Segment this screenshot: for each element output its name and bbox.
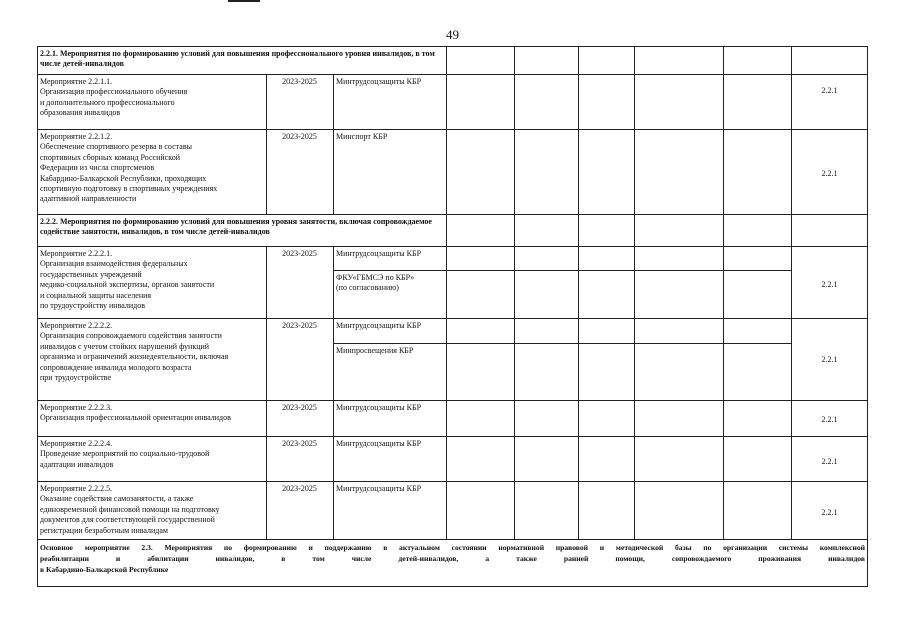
measures-table <box>37 46 868 587</box>
event-period-2-2-2-5: 2023-2025 <box>282 484 317 493</box>
event-period-2-2-2-4: 2023-2025 <box>282 439 317 448</box>
event-name-2-2-2-1: Мероприятие 2.2.2.1. Организация взаимодействия федеральных государственных учреждений медико-социальной экспертизы, органов занятости и социальной защиты населения по трудоустройству инвалидов <box>40 249 215 311</box>
event-executor-2-2-2-2: Минтрудсоцзащиты КБР <box>336 321 422 330</box>
main-event-2-3-line-1: Основное мероприятие 2.3. Мероприятия по формированию и поддержанию в актуальном состоянии нормативной правовой и методической базы по организации системы комплексной <box>40 543 865 552</box>
col-divider <box>514 246 515 539</box>
event-executor-2-2-2-4: Минтрудсоцзащиты КБР <box>336 439 422 448</box>
page-top-mark <box>228 0 260 2</box>
section-header-2-2-1: 2.2.1. Мероприятия по формированию условий для повышения профессионального уровня инвалидов, в том числе детей-инвалидов <box>40 49 435 69</box>
col-divider <box>634 214 635 246</box>
event-executor-2-2-1-2: Минспорт КБР <box>336 132 388 141</box>
col-divider <box>578 74 579 214</box>
col-divider <box>723 214 724 246</box>
event-name-2-2-2-5: Мероприятие 2.2.2.5. Оказание содействия самозанятости, а также единовременной финансовой помощи на подготовку документов для соответствующей государственной регистрации безработным инвалидам <box>40 484 220 535</box>
event-indicator-2-2-2-1: 2.2.1 <box>821 280 838 289</box>
col-divider <box>634 47 635 74</box>
col-divider <box>333 74 334 214</box>
col-divider <box>723 246 724 539</box>
event-name-2-2-1-1: Мероприятие 2.2.1.1. Организация профессионального обучения и дополнительного профессионального образования инвалидов <box>40 77 188 118</box>
event-executor-2-2-2-1: Минтрудсоцзащиты КБР <box>336 249 422 258</box>
event-period-2-2-2-3: 2023-2025 <box>282 403 317 412</box>
event-executor-2-2-2-3: Минтрудсоцзащиты КБР <box>336 403 422 412</box>
col-divider <box>578 47 579 74</box>
event-coexecutor-2-2-2-2: Минпросвещения КБР <box>336 346 414 355</box>
col-divider <box>446 246 447 539</box>
event-executor-2-2-1-1: Минтрудсоцзащиты КБР <box>336 77 422 86</box>
event-indicator-2-2-1-2: 2.2.1 <box>821 169 838 178</box>
col-divider <box>514 214 515 246</box>
col-divider <box>578 246 579 539</box>
event-indicator-2-2-2-2: 2.2.1 <box>821 355 838 364</box>
event-coexecutor-2-2-2-1: ФКУ«ГБМСЭ по КБР» (по согласованию) <box>336 273 415 293</box>
event-indicator-2-2-1-1: 2.2.1 <box>821 86 838 95</box>
col-divider <box>446 74 447 214</box>
col-divider <box>514 47 515 74</box>
main-event-2-3-line-3: в Кабардино-Балкарской Республике <box>40 565 169 574</box>
col-divider <box>723 74 724 214</box>
event-period-2-2-2-2: 2023-2025 <box>282 321 317 330</box>
col-divider <box>634 74 635 214</box>
event-period-2-2-1-1: 2023-2025 <box>282 77 317 86</box>
event-indicator-2-2-2-4: 2.2.1 <box>821 457 838 466</box>
col-divider <box>446 47 447 74</box>
event-indicator-2-2-2-3: 2.2.1 <box>821 415 838 424</box>
page-number: 49 <box>446 27 459 42</box>
event-name-2-2-2-2: Мероприятие 2.2.2.2. Организация сопровождаемого содействия занятости инвалидов с учетом стойких нарушений функций организма и ограничений жизнедеятельности, включая сопровождение инвалида молодого возраста при трудоустройстве <box>40 321 229 383</box>
col-divider <box>266 74 267 214</box>
main-event-2-3-line-2: реабилитации и абилитации инвалидов, в том числе детей-инвалидов, а также ранней помощи, сопровождаемого проживания инвалидов <box>40 554 865 563</box>
col-divider <box>578 214 579 246</box>
col-divider <box>514 74 515 214</box>
event-name-2-2-2-3: Мероприятие 2.2.2.3. Организация профессиональной ориентации инвалидов <box>40 403 231 423</box>
section-header-2-2-2: 2.2.2. Мероприятия по формированию условий для повышения уровня занятости, включая сопровождаемое содействие занятости, инвалидов, в том числе детей-инвалидов <box>40 217 432 237</box>
col-divider <box>446 214 447 246</box>
col-divider <box>634 246 635 539</box>
event-period-2-2-1-2: 2023-2025 <box>282 132 317 141</box>
event-indicator-2-2-2-5: 2.2.1 <box>821 508 838 517</box>
col-divider <box>723 47 724 74</box>
event-name-2-2-1-2: Мероприятие 2.2.1.2. Обеспечение спортивного резерва в составы спортивных сборных команд Российской Федерации из числа спортсменов Кабардино-Балкарской Республики, проходящих спортивную подготовку в спортивных учреждениях адаптивной направленности <box>40 132 218 204</box>
event-executor-2-2-2-5: Минтрудсоцзащиты КБР <box>336 484 422 493</box>
event-period-2-2-2-1: 2023-2025 <box>282 249 317 258</box>
row-divider <box>38 539 867 540</box>
event-name-2-2-2-4: Мероприятие 2.2.2.4. Проведение мероприятий по социально-трудовой адаптации инвалидов <box>40 439 210 469</box>
